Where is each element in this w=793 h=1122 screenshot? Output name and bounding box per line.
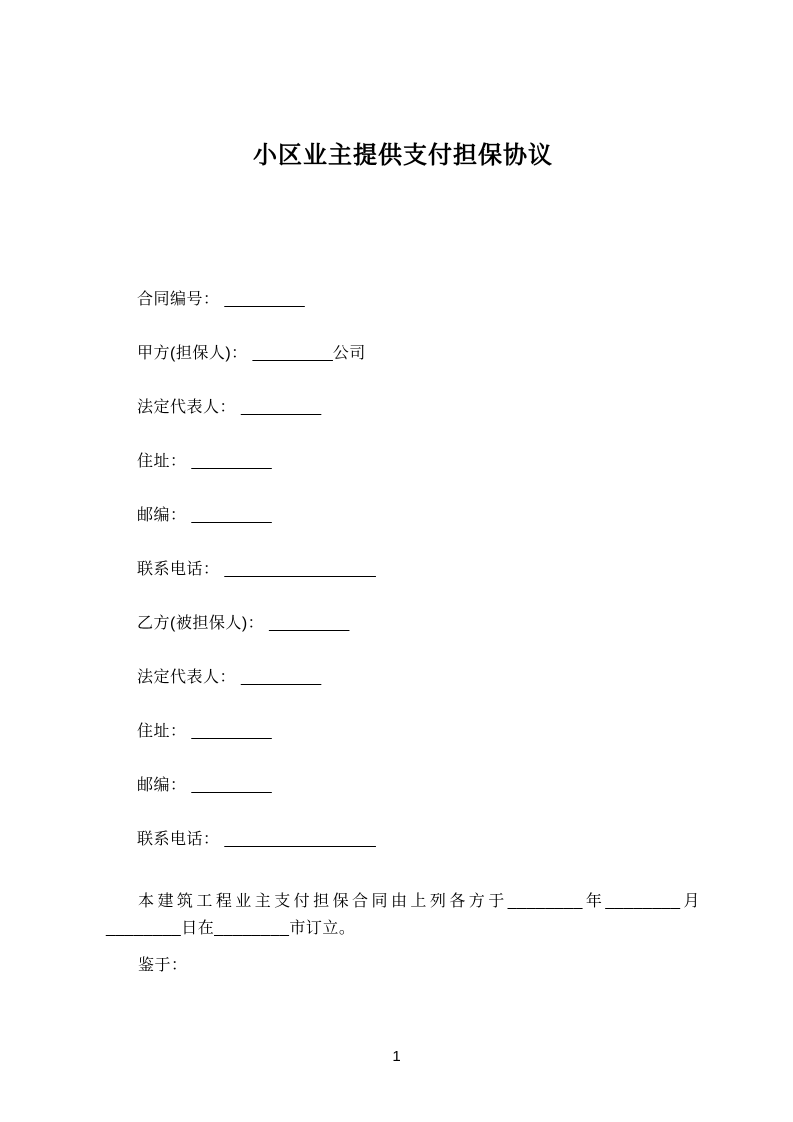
field-row-contract-number [137, 290, 700, 344]
field-blank: _________ [241, 399, 322, 416]
field-blank: _________________ [224, 561, 376, 578]
field-label: 联系电话： [137, 831, 220, 848]
contract-header-fields [137, 290, 700, 884]
field-row-postcode-b [137, 776, 700, 830]
field-blank: _________ [252, 345, 333, 362]
field-label: 法定代表人： [137, 669, 237, 686]
intro-paragraph: 本建筑工程业主支付担保合同由上列各方于________年________月________日在________市订立。 [106, 893, 700, 937]
field-blank: _________ [191, 723, 272, 740]
field-label: 住址： [137, 453, 187, 470]
field-blank: _________ [269, 615, 350, 632]
field-blank: _________________ [224, 831, 376, 848]
field-row-address-b [137, 722, 700, 776]
field-blank: _________ [241, 669, 322, 686]
field-row-party-a [137, 344, 700, 398]
field-row-phone-b [137, 830, 700, 884]
field-blank: _________ [191, 507, 272, 524]
field-label: 甲方(担保人)： [137, 345, 248, 362]
field-label: 联系电话： [137, 561, 220, 578]
field-blank: _________ [191, 453, 272, 470]
field-row-postcode-a [137, 506, 700, 560]
field-row-party-b [137, 614, 700, 668]
field-blank: _________ [191, 777, 272, 794]
field-suffix: 公司 [332, 345, 366, 362]
document-title: 小区业主提供支付担保协议 [253, 142, 553, 169]
field-blank: _________ [224, 291, 305, 308]
field-row-legal-rep-b [137, 668, 700, 722]
field-label: 邮编： [137, 507, 187, 524]
field-label: 住址： [137, 723, 187, 740]
whereas-label: 鉴于： [138, 957, 188, 974]
page-number: 1 [392, 1048, 401, 1065]
field-label: 法定代表人： [137, 399, 237, 416]
field-row-phone-a [137, 560, 700, 614]
field-label: 乙方(被担保人)： [137, 615, 265, 632]
field-row-legal-rep-a [137, 398, 700, 452]
field-label: 合同编号： [137, 291, 220, 308]
field-label: 邮编： [137, 777, 187, 794]
field-row-address-a [137, 452, 700, 506]
